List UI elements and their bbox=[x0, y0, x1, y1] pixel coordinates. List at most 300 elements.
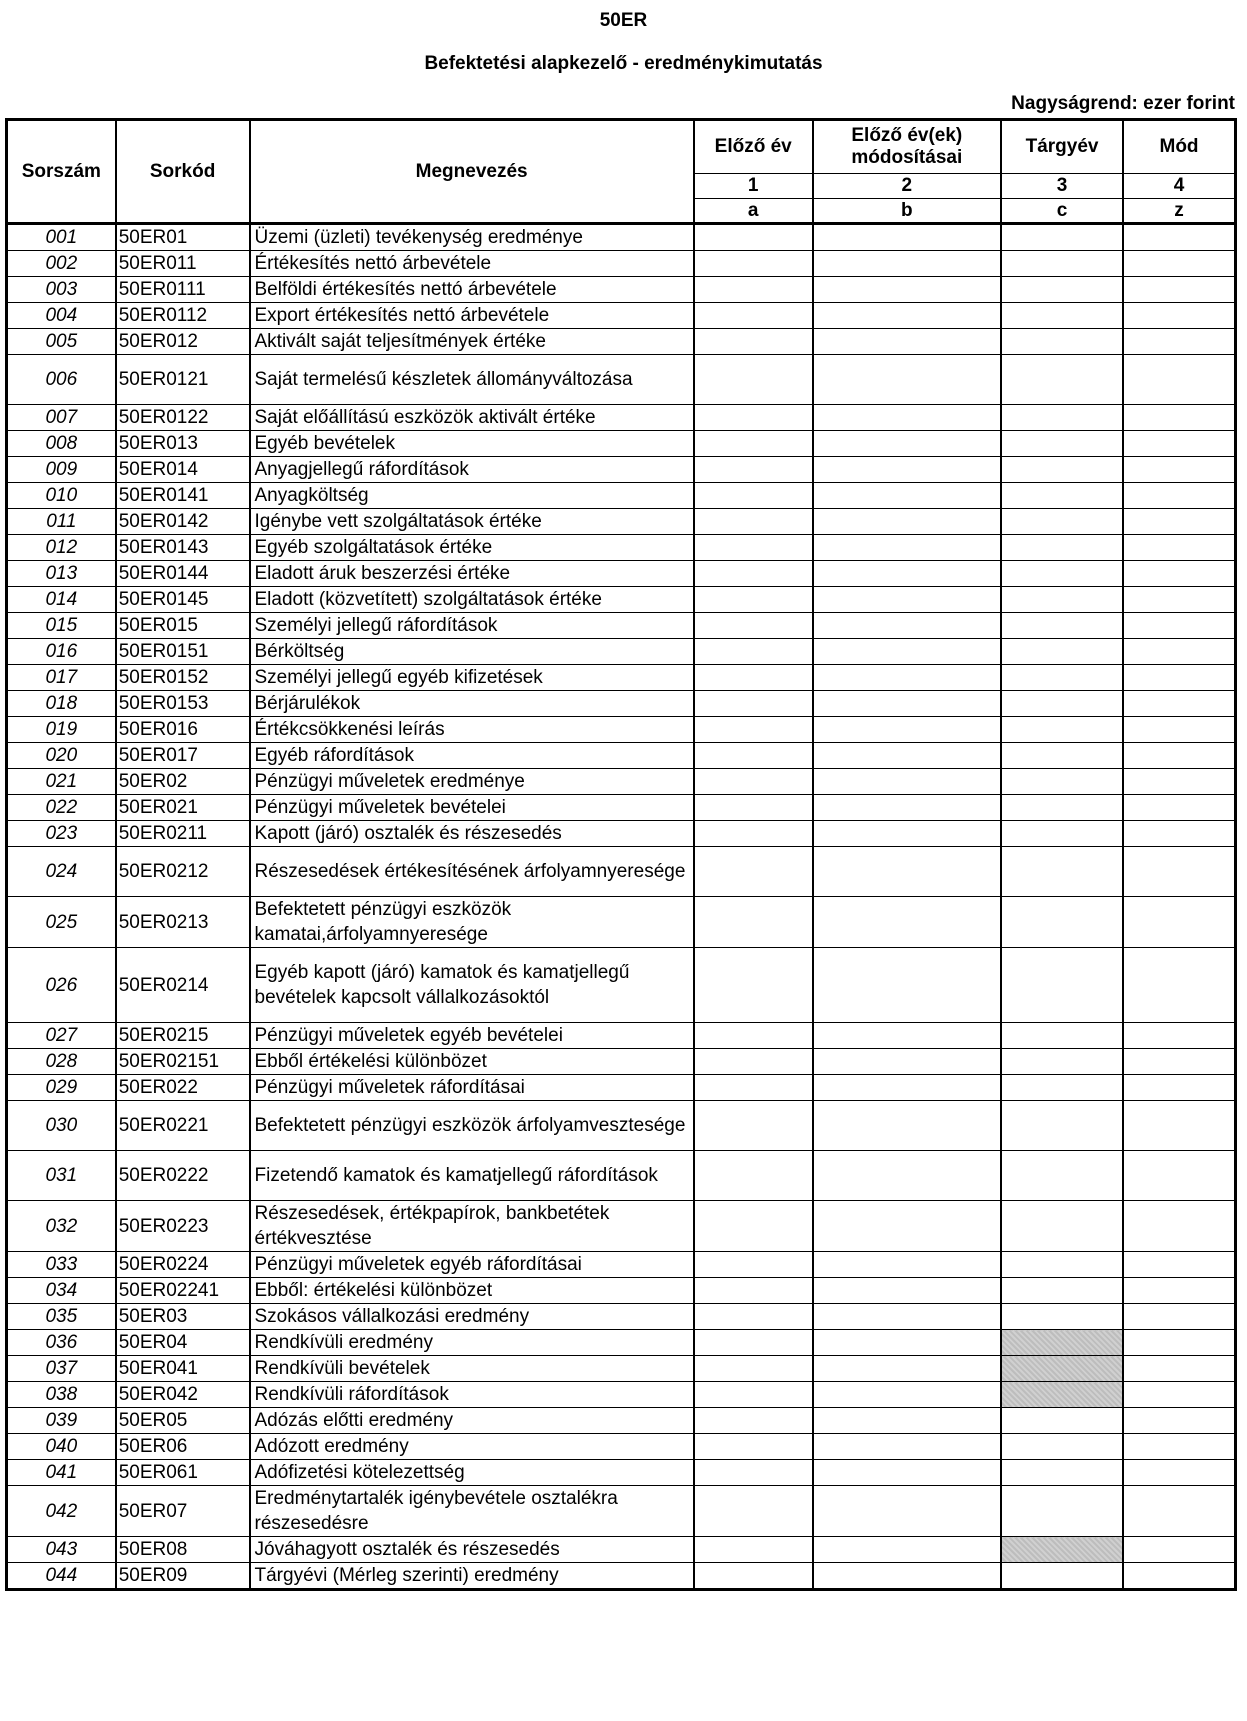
value-cell-prev-year[interactable] bbox=[694, 948, 813, 1023]
row-name: Szokásos vállalkozási eredmény bbox=[250, 1304, 694, 1330]
row-code: 50ER013 bbox=[116, 431, 250, 457]
row-code: 50ER0121 bbox=[116, 355, 250, 405]
row-code: 50ER0223 bbox=[116, 1201, 250, 1252]
value-cell-current-year[interactable] bbox=[1001, 717, 1123, 743]
value-cell-prev-year[interactable] bbox=[694, 1151, 813, 1201]
row-number: 032 bbox=[7, 1201, 116, 1252]
row-name: Fizetendő kamatok és kamatjellegű ráfordítások bbox=[250, 1151, 694, 1201]
table-row bbox=[7, 1075, 1236, 1101]
value-cell-current-year[interactable] bbox=[1001, 1049, 1123, 1075]
value-cell-prev-mods[interactable] bbox=[813, 561, 1001, 587]
form-code-title: 50ER bbox=[599, 10, 648, 31]
value-cell-prev-year[interactable] bbox=[694, 743, 813, 769]
value-cell-prev-year[interactable] bbox=[694, 691, 813, 717]
value-cell-prev-mods[interactable] bbox=[813, 224, 1001, 251]
row-name: Bérköltség bbox=[250, 639, 694, 665]
table-row bbox=[7, 691, 1236, 717]
value-cell-prev-year[interactable] bbox=[694, 1537, 813, 1563]
value-cell-mod[interactable] bbox=[1123, 1101, 1235, 1151]
value-cell-prev-year[interactable] bbox=[694, 535, 813, 561]
row-code: 50ER01 bbox=[116, 224, 250, 251]
value-cell-prev-year[interactable] bbox=[694, 1023, 813, 1049]
value-cell-prev-year[interactable] bbox=[694, 847, 813, 897]
value-cell-prev-mods[interactable] bbox=[813, 1408, 1001, 1434]
value-cell-prev-mods[interactable] bbox=[813, 948, 1001, 1023]
value-cell-mod[interactable] bbox=[1123, 587, 1235, 613]
table-row bbox=[7, 1201, 1236, 1252]
value-cell-prev-year[interactable] bbox=[694, 355, 813, 405]
value-cell-current-year[interactable] bbox=[1001, 613, 1123, 639]
row-name: Pénzügyi műveletek ráfordításai bbox=[250, 1075, 694, 1101]
row-number: 037 bbox=[7, 1356, 116, 1382]
value-cell-current-year[interactable] bbox=[1001, 587, 1123, 613]
row-number: 024 bbox=[7, 847, 116, 897]
table-row bbox=[7, 717, 1236, 743]
header-sorszam: Sorszám bbox=[7, 120, 116, 224]
value-cell-mod[interactable] bbox=[1123, 1537, 1235, 1563]
value-cell-mod[interactable] bbox=[1123, 1278, 1235, 1304]
row-number: 009 bbox=[7, 457, 116, 483]
value-cell-prev-year[interactable] bbox=[694, 769, 813, 795]
row-number: 044 bbox=[7, 1563, 116, 1590]
row-name: Ebből: értékelési különbözet bbox=[250, 1278, 694, 1304]
row-name: Pénzügyi műveletek eredménye bbox=[250, 769, 694, 795]
value-cell-current-year[interactable] bbox=[1001, 769, 1123, 795]
value-cell-mod[interactable] bbox=[1123, 1408, 1235, 1434]
value-cell-mod[interactable] bbox=[1123, 1023, 1235, 1049]
value-cell-prev-year[interactable] bbox=[694, 665, 813, 691]
row-code: 50ER016 bbox=[116, 717, 250, 743]
value-cell-mod[interactable] bbox=[1123, 665, 1235, 691]
value-cell-current-year[interactable] bbox=[1001, 743, 1123, 769]
value-cell-prev-mods[interactable] bbox=[813, 303, 1001, 329]
value-cell-prev-year[interactable] bbox=[694, 1101, 813, 1151]
row-name: Tárgyévi (Mérleg szerinti) eredmény bbox=[250, 1563, 694, 1590]
value-cell-prev-mods[interactable] bbox=[813, 897, 1001, 948]
value-cell-prev-year[interactable] bbox=[694, 1278, 813, 1304]
table-row bbox=[7, 1408, 1236, 1434]
row-name: Aktivált saját teljesítmények értéke bbox=[250, 329, 694, 355]
value-cell-current-year[interactable] bbox=[1001, 1151, 1123, 1201]
value-cell-current-year[interactable] bbox=[1001, 847, 1123, 897]
value-cell-mod[interactable] bbox=[1123, 821, 1235, 847]
value-cell-current-year[interactable] bbox=[1001, 1460, 1123, 1486]
value-cell-prev-mods[interactable] bbox=[813, 1049, 1001, 1075]
table-row bbox=[7, 1278, 1236, 1304]
value-cell-current-year[interactable] bbox=[1001, 457, 1123, 483]
header-col-letter: c bbox=[1001, 199, 1123, 224]
table-row bbox=[7, 1151, 1236, 1201]
value-cell-prev-mods[interactable] bbox=[813, 251, 1001, 277]
value-cell-mod[interactable] bbox=[1123, 948, 1235, 1023]
row-name: Bérjárulékok bbox=[250, 691, 694, 717]
row-number: 041 bbox=[7, 1460, 116, 1486]
value-cell-prev-mods[interactable] bbox=[813, 665, 1001, 691]
row-number: 040 bbox=[7, 1434, 116, 1460]
value-cell-current-year[interactable] bbox=[1001, 1101, 1123, 1151]
value-cell-mod[interactable] bbox=[1123, 897, 1235, 948]
row-name: Rendkívüli bevételek bbox=[250, 1356, 694, 1382]
row-name: Adózás előtti eredmény bbox=[250, 1408, 694, 1434]
table-row bbox=[7, 303, 1236, 329]
value-cell-prev-mods[interactable] bbox=[813, 639, 1001, 665]
value-cell-mod[interactable] bbox=[1123, 639, 1235, 665]
value-cell-prev-mods[interactable] bbox=[813, 1252, 1001, 1278]
value-cell-current-year[interactable] bbox=[1001, 483, 1123, 509]
header-prev-year: Előző év bbox=[694, 120, 813, 174]
row-name: Ebből értékelési különbözet bbox=[250, 1049, 694, 1075]
table-row bbox=[7, 1537, 1236, 1563]
row-code: 50ER042 bbox=[116, 1382, 250, 1408]
row-code: 50ER0212 bbox=[116, 847, 250, 897]
value-cell-prev-mods[interactable] bbox=[813, 613, 1001, 639]
value-cell-mod[interactable] bbox=[1123, 847, 1235, 897]
table-row bbox=[7, 224, 1236, 251]
value-cell-mod[interactable] bbox=[1123, 329, 1235, 355]
table-body bbox=[7, 224, 1236, 1590]
table-row bbox=[7, 561, 1236, 587]
table-row bbox=[7, 1252, 1236, 1278]
table-row bbox=[7, 1563, 1236, 1590]
row-name: Anyagjellegű ráfordítások bbox=[250, 457, 694, 483]
row-name: Eladott (közvetített) szolgáltatások értéke bbox=[250, 587, 694, 613]
value-cell-mod[interactable] bbox=[1123, 1151, 1235, 1201]
value-cell-mod[interactable] bbox=[1123, 405, 1235, 431]
header-current-year: Tárgyév bbox=[1001, 120, 1123, 174]
value-cell-prev-year[interactable] bbox=[694, 613, 813, 639]
value-cell-mod[interactable] bbox=[1123, 1201, 1235, 1252]
value-cell-prev-mods[interactable] bbox=[813, 457, 1001, 483]
value-cell-mod[interactable] bbox=[1123, 691, 1235, 717]
value-cell-prev-year[interactable] bbox=[694, 1356, 813, 1382]
value-cell-current-year[interactable] bbox=[1001, 329, 1123, 355]
row-name: Részesedések értékesítésének árfolyamnyeresége bbox=[250, 847, 694, 897]
value-cell-prev-mods[interactable] bbox=[813, 1537, 1001, 1563]
value-cell-prev-mods[interactable] bbox=[813, 587, 1001, 613]
header-col-letter: a bbox=[694, 199, 813, 224]
value-cell-prev-mods[interactable] bbox=[813, 1304, 1001, 1330]
value-cell-prev-mods[interactable] bbox=[813, 847, 1001, 897]
table-row bbox=[7, 948, 1236, 1023]
value-cell-prev-year[interactable] bbox=[694, 1408, 813, 1434]
value-cell-mod[interactable] bbox=[1123, 483, 1235, 509]
row-code: 50ER0221 bbox=[116, 1101, 250, 1151]
table-row bbox=[7, 795, 1236, 821]
value-cell-prev-mods[interactable] bbox=[813, 1201, 1001, 1252]
row-code: 50ER0152 bbox=[116, 665, 250, 691]
table-row bbox=[7, 251, 1236, 277]
header-sorkod: Sorkód bbox=[116, 120, 250, 224]
row-number: 043 bbox=[7, 1537, 116, 1563]
value-cell-current-year[interactable] bbox=[1001, 277, 1123, 303]
value-cell-current-year[interactable] bbox=[1001, 405, 1123, 431]
table-row bbox=[7, 1356, 1236, 1382]
value-cell-prev-mods[interactable] bbox=[813, 405, 1001, 431]
value-cell-prev-mods[interactable] bbox=[813, 1330, 1001, 1356]
value-cell-prev-mods[interactable] bbox=[813, 431, 1001, 457]
row-number: 018 bbox=[7, 691, 116, 717]
row-code: 50ER07 bbox=[116, 1486, 250, 1537]
row-code: 50ER041 bbox=[116, 1356, 250, 1382]
row-name: Pénzügyi műveletek bevételei bbox=[250, 795, 694, 821]
value-cell-mod[interactable] bbox=[1123, 355, 1235, 405]
income-statement-table bbox=[5, 118, 1237, 1591]
value-cell-current-year[interactable] bbox=[1001, 224, 1123, 251]
value-cell-mod[interactable] bbox=[1123, 251, 1235, 277]
value-cell-current-year[interactable] bbox=[1001, 1434, 1123, 1460]
value-cell-prev-year[interactable] bbox=[694, 1330, 813, 1356]
value-cell-prev-mods[interactable] bbox=[813, 277, 1001, 303]
value-cell-current-year[interactable] bbox=[1001, 1252, 1123, 1278]
value-cell-current-year[interactable] bbox=[1001, 691, 1123, 717]
value-cell-mod[interactable] bbox=[1123, 303, 1235, 329]
row-number: 034 bbox=[7, 1278, 116, 1304]
value-cell-prev-mods[interactable] bbox=[813, 1486, 1001, 1537]
value-cell-prev-year[interactable] bbox=[694, 795, 813, 821]
row-name: Személyi jellegű ráfordítások bbox=[250, 613, 694, 639]
value-cell-mod[interactable] bbox=[1123, 1049, 1235, 1075]
row-number: 013 bbox=[7, 561, 116, 587]
row-number: 033 bbox=[7, 1252, 116, 1278]
value-cell-prev-mods[interactable] bbox=[813, 769, 1001, 795]
table-row bbox=[7, 769, 1236, 795]
value-cell-prev-year[interactable] bbox=[694, 509, 813, 535]
value-cell-mod[interactable] bbox=[1123, 535, 1235, 561]
value-cell-prev-year[interactable] bbox=[694, 1252, 813, 1278]
row-name: Kapott (járó) osztalék és részesedés bbox=[250, 821, 694, 847]
value-cell-prev-mods[interactable] bbox=[813, 483, 1001, 509]
value-cell-prev-year[interactable] bbox=[694, 405, 813, 431]
value-cell-mod[interactable] bbox=[1123, 1563, 1235, 1590]
table-row bbox=[7, 897, 1236, 948]
row-name: Eredménytartalék igénybevétele osztalékra részesedésre bbox=[250, 1486, 694, 1537]
value-cell-prev-year[interactable] bbox=[694, 303, 813, 329]
table-row bbox=[7, 639, 1236, 665]
row-name: Értékcsökkenési leírás bbox=[250, 717, 694, 743]
value-cell-current-year[interactable] bbox=[1001, 639, 1123, 665]
value-cell-prev-mods[interactable] bbox=[813, 1356, 1001, 1382]
value-cell-mod[interactable] bbox=[1123, 1330, 1235, 1356]
row-code: 50ER0213 bbox=[116, 897, 250, 948]
value-cell-prev-mods[interactable] bbox=[813, 821, 1001, 847]
row-name: Eladott áruk beszerzési értéke bbox=[250, 561, 694, 587]
value-cell-current-year[interactable] bbox=[1001, 1408, 1123, 1434]
value-cell-mod[interactable] bbox=[1123, 1382, 1235, 1408]
value-cell-mod[interactable] bbox=[1123, 1486, 1235, 1537]
row-number: 002 bbox=[7, 251, 116, 277]
row-name: Személyi jellegű egyéb kifizetések bbox=[250, 665, 694, 691]
value-cell-current-year[interactable] bbox=[1001, 1278, 1123, 1304]
value-cell-mod[interactable] bbox=[1123, 717, 1235, 743]
row-number: 008 bbox=[7, 431, 116, 457]
value-cell-prev-mods[interactable] bbox=[813, 1023, 1001, 1049]
row-code: 50ER0122 bbox=[116, 405, 250, 431]
value-cell-prev-year[interactable] bbox=[694, 561, 813, 587]
row-name: Értékesítés nettó árbevétele bbox=[250, 251, 694, 277]
table-row bbox=[7, 665, 1236, 691]
row-code: 50ER0222 bbox=[116, 1151, 250, 1201]
value-cell-prev-year[interactable] bbox=[694, 1075, 813, 1101]
value-cell-current-year[interactable] bbox=[1001, 948, 1123, 1023]
table-row bbox=[7, 1486, 1236, 1537]
row-code: 50ER011 bbox=[116, 251, 250, 277]
value-cell-prev-mods[interactable] bbox=[813, 1278, 1001, 1304]
value-cell-prev-mods[interactable] bbox=[813, 1563, 1001, 1590]
value-cell-mod[interactable] bbox=[1123, 224, 1235, 251]
value-cell-prev-year[interactable] bbox=[694, 251, 813, 277]
value-cell-prev-mods[interactable] bbox=[813, 535, 1001, 561]
row-number: 015 bbox=[7, 613, 116, 639]
value-cell-prev-year[interactable] bbox=[694, 897, 813, 948]
row-number: 019 bbox=[7, 717, 116, 743]
header-prev-mods: Előző év(ek) módosításai bbox=[813, 120, 1001, 174]
table-row bbox=[7, 405, 1236, 431]
table-row bbox=[7, 431, 1236, 457]
row-code: 50ER0211 bbox=[116, 821, 250, 847]
value-cell-current-year[interactable] bbox=[1001, 535, 1123, 561]
shaded-cell bbox=[1001, 1330, 1123, 1356]
value-cell-mod[interactable] bbox=[1123, 1460, 1235, 1486]
value-cell-mod[interactable] bbox=[1123, 431, 1235, 457]
value-cell-prev-mods[interactable] bbox=[813, 329, 1001, 355]
value-cell-current-year[interactable] bbox=[1001, 1304, 1123, 1330]
value-cell-mod[interactable] bbox=[1123, 1075, 1235, 1101]
table-row bbox=[7, 535, 1236, 561]
row-name: Anyagköltség bbox=[250, 483, 694, 509]
header-col-number: 3 bbox=[1001, 174, 1123, 199]
value-cell-prev-mods[interactable] bbox=[813, 509, 1001, 535]
value-cell-current-year[interactable] bbox=[1001, 1201, 1123, 1252]
value-cell-current-year[interactable] bbox=[1001, 1486, 1123, 1537]
value-cell-current-year[interactable] bbox=[1001, 795, 1123, 821]
value-cell-current-year[interactable] bbox=[1001, 251, 1123, 277]
value-cell-prev-year[interactable] bbox=[694, 1382, 813, 1408]
value-cell-prev-year[interactable] bbox=[694, 1201, 813, 1252]
row-name: Belföldi értékesítés nettó árbevétele bbox=[250, 277, 694, 303]
row-code: 50ER0111 bbox=[116, 277, 250, 303]
value-cell-current-year[interactable] bbox=[1001, 561, 1123, 587]
value-cell-prev-year[interactable] bbox=[694, 639, 813, 665]
row-number: 028 bbox=[7, 1049, 116, 1075]
row-name: Befektetett pénzügyi eszközök árfolyamvesztesége bbox=[250, 1101, 694, 1151]
row-code: 50ER0112 bbox=[116, 303, 250, 329]
value-cell-current-year[interactable] bbox=[1001, 821, 1123, 847]
value-cell-prev-mods[interactable] bbox=[813, 355, 1001, 405]
value-cell-prev-mods[interactable] bbox=[813, 743, 1001, 769]
value-cell-prev-mods[interactable] bbox=[813, 1075, 1001, 1101]
value-cell-prev-mods[interactable] bbox=[813, 795, 1001, 821]
table-row bbox=[7, 587, 1236, 613]
value-cell-current-year[interactable] bbox=[1001, 431, 1123, 457]
row-number: 031 bbox=[7, 1151, 116, 1201]
value-cell-prev-mods[interactable] bbox=[813, 717, 1001, 743]
value-cell-mod[interactable] bbox=[1123, 613, 1235, 639]
row-number: 038 bbox=[7, 1382, 116, 1408]
row-code: 50ER061 bbox=[116, 1460, 250, 1486]
value-cell-prev-mods[interactable] bbox=[813, 1460, 1001, 1486]
row-code: 50ER0142 bbox=[116, 509, 250, 535]
row-name: Üzemi (üzleti) tevékenység eredménye bbox=[250, 224, 694, 251]
value-cell-mod[interactable] bbox=[1123, 795, 1235, 821]
value-cell-current-year[interactable] bbox=[1001, 897, 1123, 948]
row-number: 030 bbox=[7, 1101, 116, 1151]
row-code: 50ER012 bbox=[116, 329, 250, 355]
value-cell-prev-year[interactable] bbox=[694, 329, 813, 355]
value-cell-prev-mods[interactable] bbox=[813, 691, 1001, 717]
value-cell-prev-year[interactable] bbox=[694, 1460, 813, 1486]
form-subtitle: Befektetési alapkezelő - eredménykimutatás bbox=[424, 53, 823, 74]
value-cell-prev-year[interactable] bbox=[694, 1434, 813, 1460]
row-code: 50ER0143 bbox=[116, 535, 250, 561]
value-cell-mod[interactable] bbox=[1123, 769, 1235, 795]
value-cell-prev-year[interactable] bbox=[694, 277, 813, 303]
row-name: Pénzügyi műveletek egyéb bevételei bbox=[250, 1023, 694, 1049]
row-number: 003 bbox=[7, 277, 116, 303]
value-cell-prev-year[interactable] bbox=[694, 821, 813, 847]
value-cell-current-year[interactable] bbox=[1001, 665, 1123, 691]
value-cell-mod[interactable] bbox=[1123, 277, 1235, 303]
row-number: 017 bbox=[7, 665, 116, 691]
row-number: 005 bbox=[7, 329, 116, 355]
shaded-cell bbox=[1001, 1382, 1123, 1408]
row-name: Export értékesítés nettó árbevétele bbox=[250, 303, 694, 329]
value-cell-current-year[interactable] bbox=[1001, 1563, 1123, 1590]
row-code: 50ER014 bbox=[116, 457, 250, 483]
row-name: Adózott eredmény bbox=[250, 1434, 694, 1460]
value-cell-prev-year[interactable] bbox=[694, 717, 813, 743]
value-cell-mod[interactable] bbox=[1123, 561, 1235, 587]
value-cell-mod[interactable] bbox=[1123, 1356, 1235, 1382]
table-row bbox=[7, 1304, 1236, 1330]
value-cell-prev-year[interactable] bbox=[694, 1486, 813, 1537]
value-cell-prev-year[interactable] bbox=[694, 483, 813, 509]
value-cell-prev-year[interactable] bbox=[694, 1304, 813, 1330]
value-cell-prev-mods[interactable] bbox=[813, 1101, 1001, 1151]
value-cell-current-year[interactable] bbox=[1001, 303, 1123, 329]
value-cell-current-year[interactable] bbox=[1001, 355, 1123, 405]
row-number: 011 bbox=[7, 509, 116, 535]
value-cell-current-year[interactable] bbox=[1001, 1075, 1123, 1101]
value-cell-current-year[interactable] bbox=[1001, 509, 1123, 535]
header-col-number: 2 bbox=[813, 174, 1001, 199]
value-cell-prev-year[interactable] bbox=[694, 587, 813, 613]
value-cell-prev-mods[interactable] bbox=[813, 1382, 1001, 1408]
header-mod: Mód bbox=[1123, 120, 1235, 174]
value-cell-mod[interactable] bbox=[1123, 509, 1235, 535]
row-name: Rendkívüli eredmény bbox=[250, 1330, 694, 1356]
row-number: 023 bbox=[7, 821, 116, 847]
value-cell-prev-year[interactable] bbox=[694, 457, 813, 483]
value-cell-prev-mods[interactable] bbox=[813, 1151, 1001, 1201]
value-cell-prev-year[interactable] bbox=[694, 224, 813, 251]
value-cell-current-year[interactable] bbox=[1001, 1023, 1123, 1049]
row-code: 50ER022 bbox=[116, 1075, 250, 1101]
value-cell-mod[interactable] bbox=[1123, 1434, 1235, 1460]
value-cell-prev-year[interactable] bbox=[694, 431, 813, 457]
value-cell-mod[interactable] bbox=[1123, 743, 1235, 769]
value-cell-mod[interactable] bbox=[1123, 457, 1235, 483]
row-number: 006 bbox=[7, 355, 116, 405]
row-name: Egyéb szolgáltatások értéke bbox=[250, 535, 694, 561]
row-code: 50ER0145 bbox=[116, 587, 250, 613]
row-number: 026 bbox=[7, 948, 116, 1023]
table-row bbox=[7, 329, 1236, 355]
value-cell-mod[interactable] bbox=[1123, 1304, 1235, 1330]
value-cell-prev-mods[interactable] bbox=[813, 1434, 1001, 1460]
value-cell-mod[interactable] bbox=[1123, 1252, 1235, 1278]
value-cell-prev-year[interactable] bbox=[694, 1049, 813, 1075]
value-cell-prev-year[interactable] bbox=[694, 1563, 813, 1590]
